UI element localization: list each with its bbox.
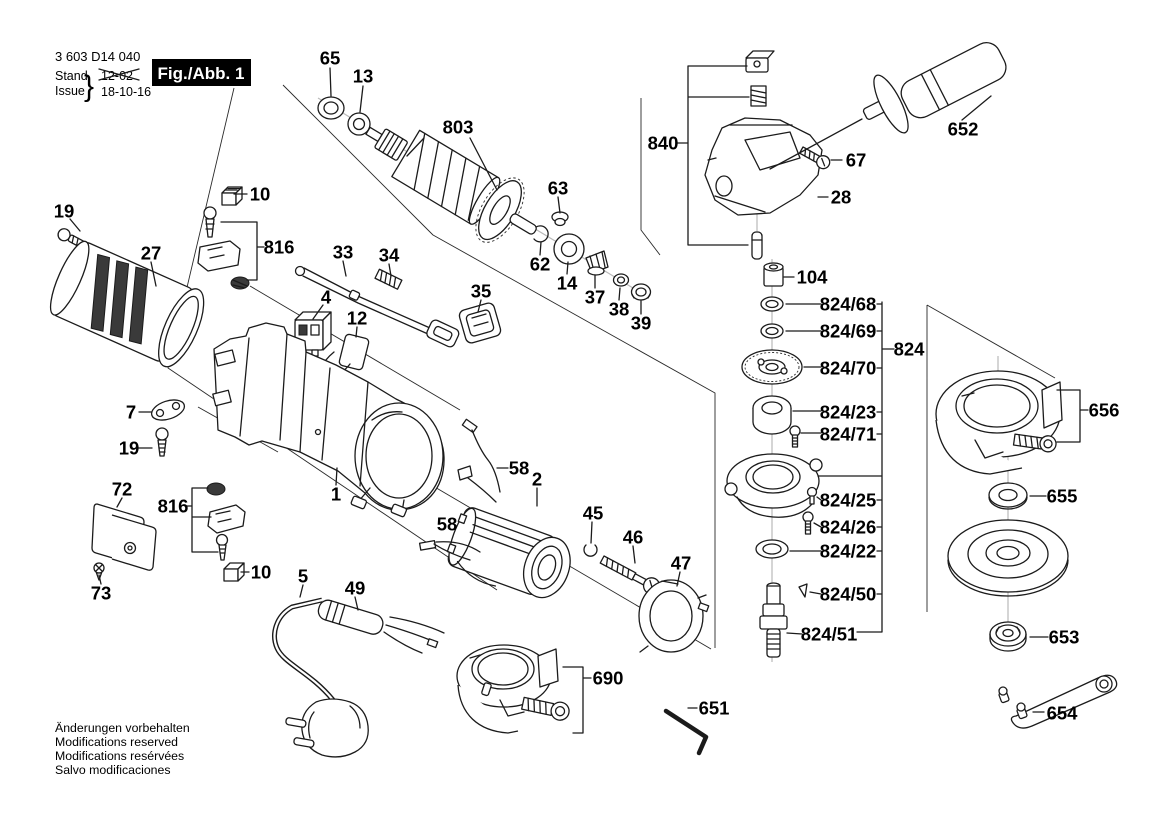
part-label-33: 33 — [332, 241, 354, 263]
part-label-824-68: 824/68 — [819, 293, 877, 315]
ring-824-22 — [756, 540, 788, 558]
screw-824-25 — [808, 488, 817, 505]
bearing-824-23 — [753, 396, 791, 434]
part-label-45: 45 — [582, 502, 604, 524]
part-label-104: 104 — [796, 266, 828, 288]
cord-boot-49 — [316, 598, 444, 653]
note-en: Modifications reserved — [55, 735, 179, 749]
part-label-824-25: 824/25 — [819, 489, 877, 511]
part-label-653: 653 — [1048, 626, 1080, 648]
spanner-pins — [999, 687, 1028, 719]
part-label-824-70: 824/70 — [819, 357, 877, 379]
screw-824-26 — [803, 512, 813, 534]
part-label-46: 46 — [622, 526, 644, 548]
part-label-824-71: 824/71 — [819, 423, 877, 445]
title-block — [55, 49, 251, 103]
ring-824-68 — [761, 297, 783, 311]
key-824-50 — [799, 584, 807, 597]
part-label-19b: 19 — [118, 437, 140, 459]
side-handle-652 — [770, 38, 1011, 169]
part-label-19a: 19 — [53, 200, 75, 222]
note-de: Änderungen vorbehalten — [55, 721, 190, 735]
part-label-62: 62 — [529, 253, 551, 275]
brush-holder-816-lower — [207, 483, 245, 560]
part-label-654: 654 — [1046, 702, 1078, 724]
spring-34 — [375, 269, 402, 289]
part-label-656: 656 — [1088, 399, 1120, 421]
field-stator-2 — [442, 504, 579, 608]
nut-39 — [632, 284, 651, 300]
part-label-58a: 58 — [508, 457, 530, 479]
part-label-14: 14 — [556, 272, 578, 294]
part-label-824-26: 824/26 — [819, 516, 877, 538]
part-label-28: 28 — [830, 186, 852, 208]
part-label-824-22: 824/22 — [819, 540, 877, 562]
part-label-655: 655 — [1046, 485, 1078, 507]
part-label-27: 27 — [140, 242, 162, 264]
figure-label: Fig./Abb. 1 — [157, 64, 245, 83]
part-label-651: 651 — [698, 697, 730, 719]
motor-housing-1 — [213, 323, 444, 517]
part-label-72: 72 — [111, 478, 133, 500]
bearing-flange-824 — [725, 454, 822, 517]
spindle-824-51 — [760, 583, 787, 657]
part-label-10a: 10 — [249, 183, 271, 205]
clamping-nut-653 — [990, 622, 1026, 651]
backing-pad — [948, 520, 1068, 596]
part-label-63: 63 — [547, 177, 569, 199]
part-label-73: 73 — [90, 582, 112, 604]
brush-holder-816-top — [198, 207, 249, 289]
issue-value: 18-10-16 — [101, 85, 152, 99]
washer-655 — [989, 483, 1027, 509]
stand-value-struck: 12-02 — [101, 69, 133, 83]
brace-glyph: } — [84, 70, 95, 103]
pin-below-head — [752, 232, 762, 259]
part-label-840: 840 — [647, 132, 679, 154]
ring-824-69 — [761, 324, 783, 338]
part-label-10b: 10 — [250, 561, 272, 583]
part-label-49: 49 — [344, 577, 366, 599]
note-fr: Modifications resérvées — [55, 749, 185, 763]
gear-housing-28 — [705, 118, 822, 215]
sleeve-104 — [764, 263, 783, 286]
slide-knob-35 — [458, 302, 502, 345]
part-label-12: 12 — [346, 307, 368, 329]
part-label-652: 652 — [947, 118, 979, 140]
part-label-67: 67 — [845, 149, 867, 171]
square-nut-840 — [746, 51, 774, 72]
part-label-824: 824 — [893, 338, 925, 360]
bearing-cover-65 — [318, 97, 344, 119]
part-label-824-51: 824/51 — [800, 623, 858, 645]
part-label-35: 35 — [470, 280, 492, 302]
part-label-37: 37 — [584, 286, 606, 308]
stand-label: Stand — [55, 69, 88, 83]
part-label-824-23: 824/23 — [819, 401, 877, 423]
part-label-5: 5 — [297, 565, 309, 587]
part-label-4: 4 — [320, 286, 332, 308]
type-number: 3 603 D14 040 — [55, 49, 141, 64]
vented-sleeve-27 — [43, 235, 213, 372]
wheel-guard-690 — [457, 645, 571, 733]
part-label-816a: 816 — [263, 236, 295, 258]
part-label-824-50: 824/50 — [819, 583, 877, 605]
washer-45 — [584, 545, 597, 556]
issue-label: Issue — [55, 84, 85, 98]
part-label-7: 7 — [125, 401, 137, 423]
ring-gear-824-70 — [742, 350, 802, 384]
part-label-58b: 58 — [436, 513, 458, 535]
note-es: Salvo modificaciones — [55, 763, 171, 777]
cover-plate-72 — [92, 504, 156, 570]
footer-notes — [55, 721, 190, 777]
plug — [285, 699, 368, 757]
part-label-47: 47 — [670, 552, 692, 574]
wheel-guard-656 — [936, 371, 1062, 474]
part-label-13: 13 — [352, 65, 374, 87]
part-label-816b: 816 — [157, 495, 189, 517]
screw-19-lower — [156, 428, 168, 456]
part-label-38: 38 — [608, 298, 630, 320]
part-label-824-69: 824/69 — [819, 320, 877, 342]
spring-840 — [751, 86, 766, 106]
part-label-2: 2 — [531, 468, 543, 490]
screw-824-71 — [790, 426, 800, 447]
part-label-1: 1 — [330, 483, 342, 505]
part-label-39: 39 — [630, 312, 652, 334]
carbon-brush-10-top — [222, 187, 242, 205]
part-label-65: 65 — [319, 47, 341, 69]
part-label-34: 34 — [378, 244, 400, 266]
part-label-690: 690 — [592, 667, 624, 689]
clamp-plate-7 — [149, 396, 187, 424]
part-label-803: 803 — [442, 116, 474, 138]
